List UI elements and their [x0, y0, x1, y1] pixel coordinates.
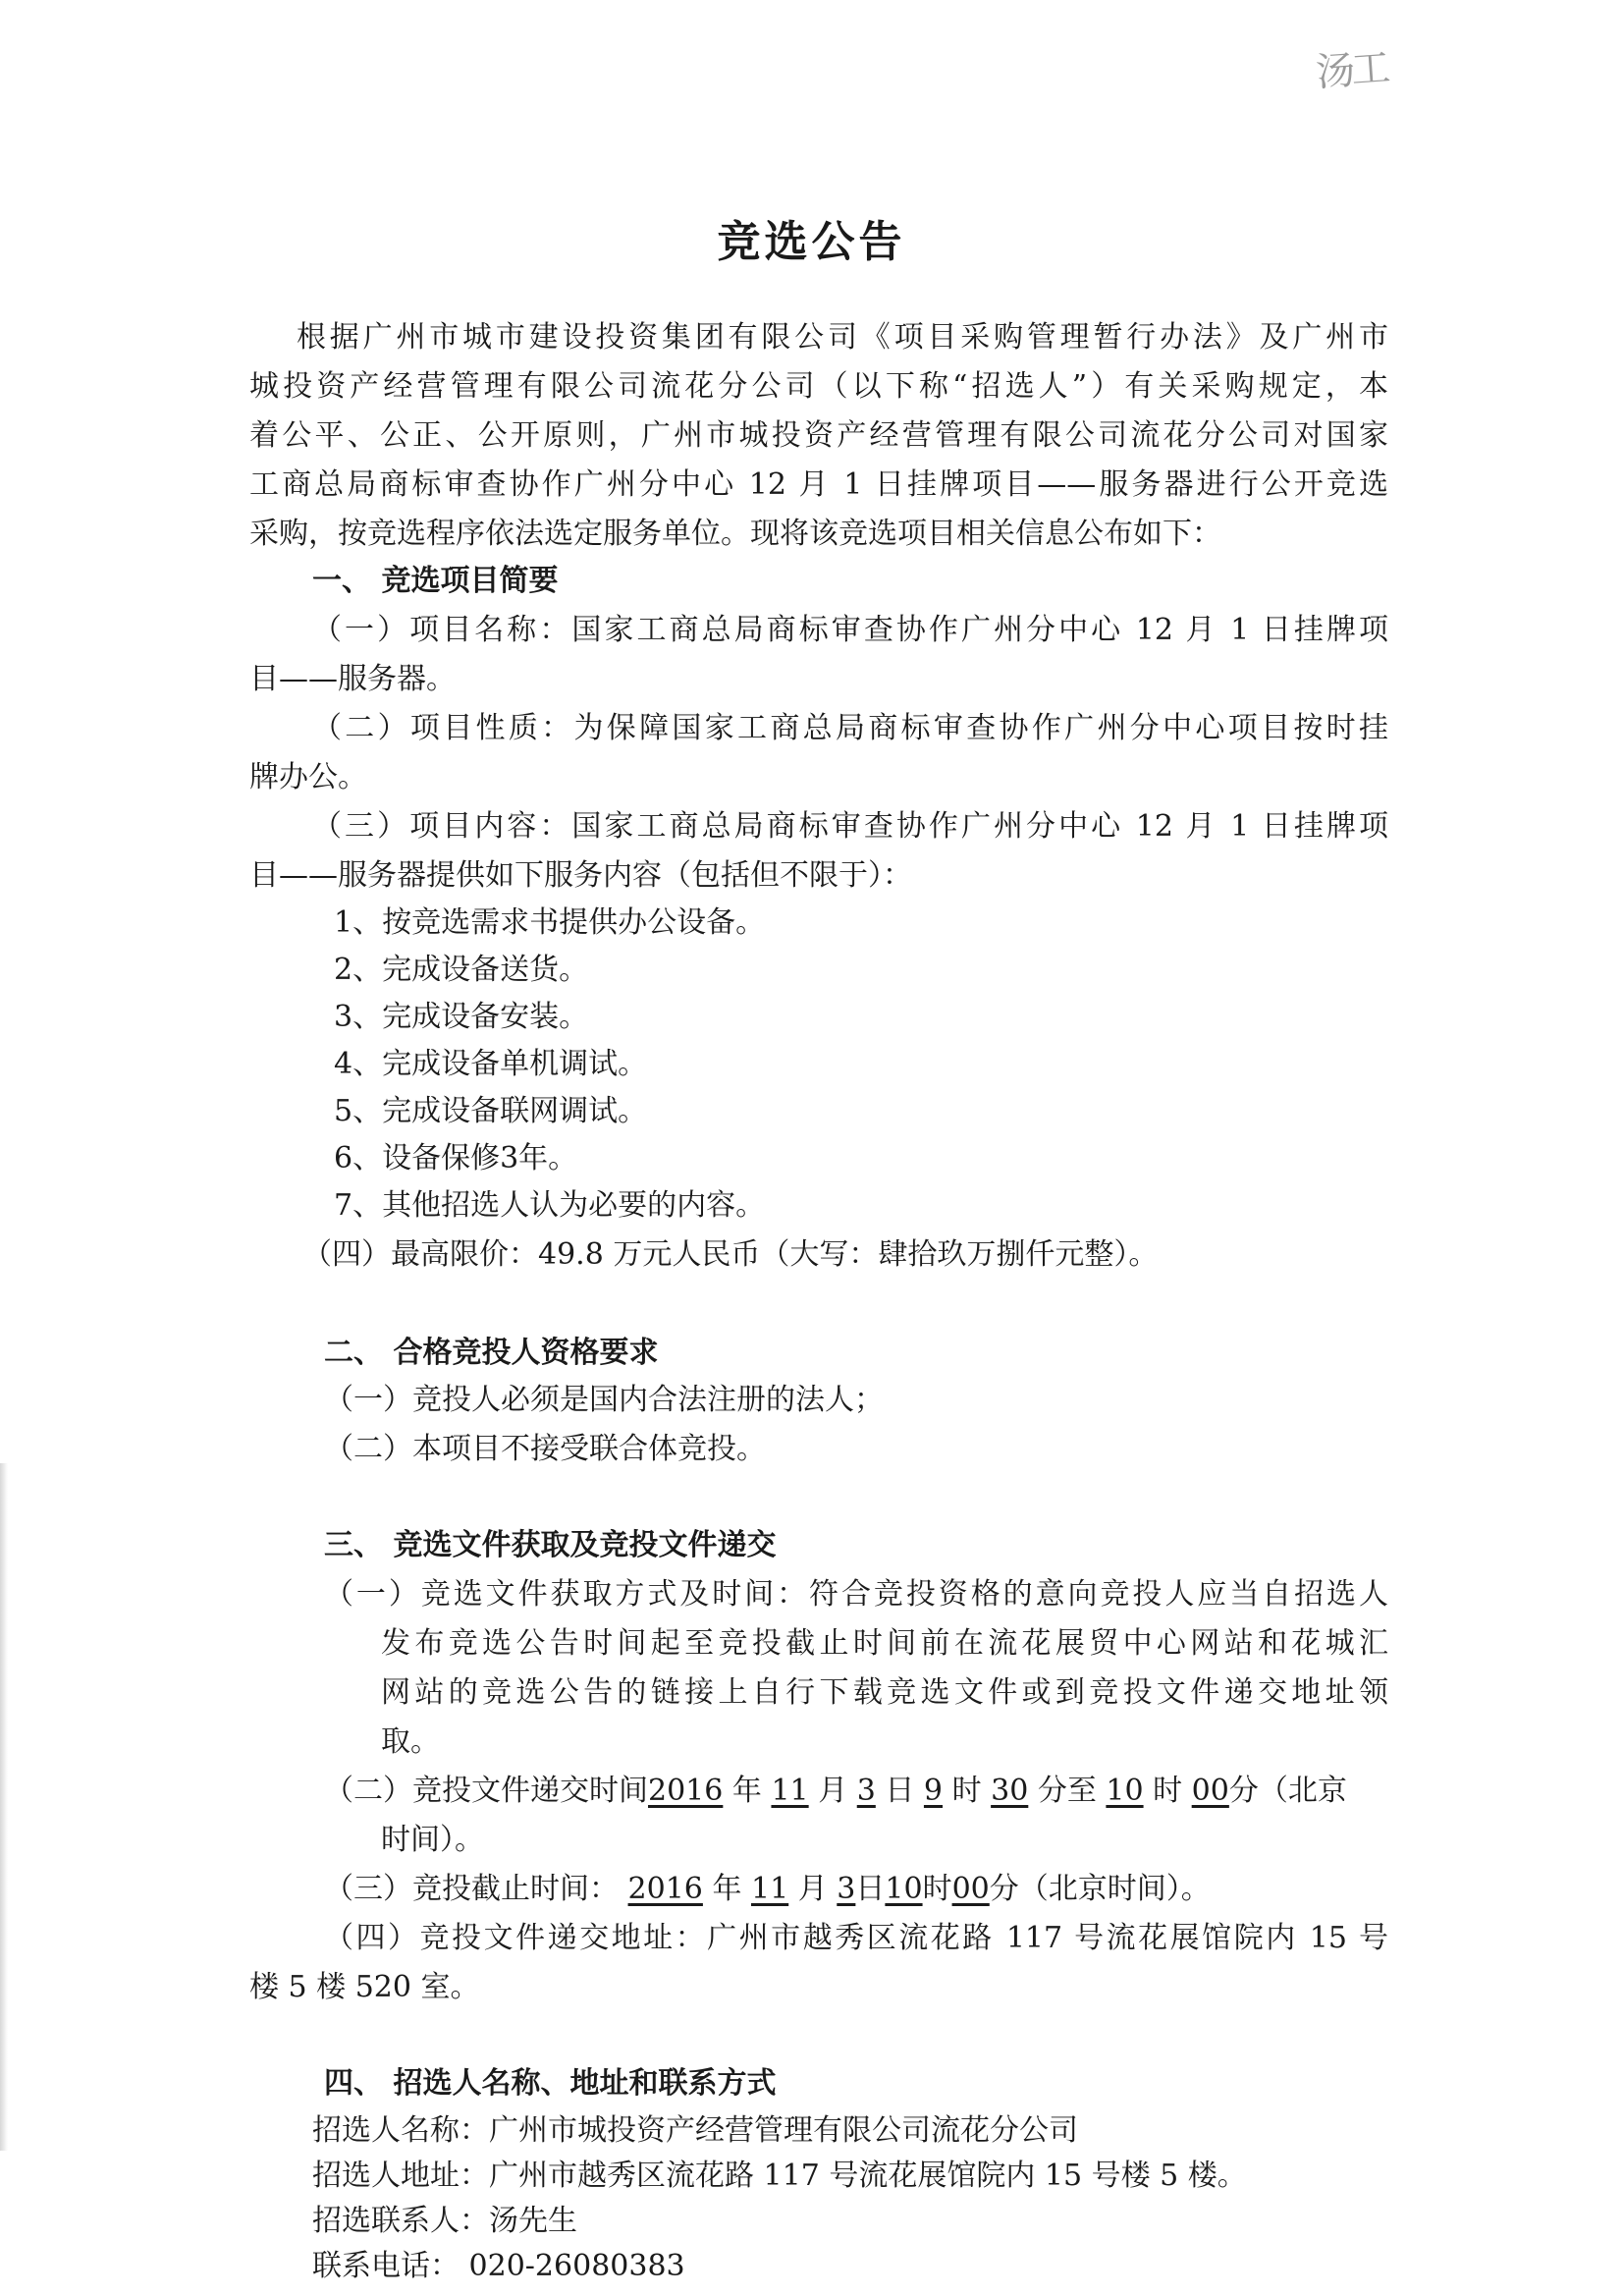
- submit-time-suffix: 分（北京: [1228, 1774, 1347, 1808]
- list-item: 6、设备保修3年。: [334, 1141, 578, 1175]
- intro-line: 城投资产经营管理有限公司流花分公司（以下称“招选人”）有关采购规定，本: [249, 369, 1388, 404]
- submit-start-hour: 9: [923, 1774, 944, 1808]
- unit-hour: 时: [1153, 1774, 1183, 1808]
- list-item: 4、完成设备单机调试。: [334, 1047, 648, 1081]
- qualification-item: （二）本项目不接受联合体竞投。: [324, 1432, 766, 1466]
- max-price: （四）最高限价：49.8 万元人民币（大写：肆拾玖万捌仟元整）。: [302, 1237, 1159, 1272]
- section-heading-1: 一、 竞选项目简要: [312, 564, 559, 598]
- scan-edge-shadow: [0, 1463, 8, 2151]
- intro-line: 采购，按竞选程序依法选定服务单位。现将该竞选项目相关信息公布如下：: [249, 517, 1221, 551]
- unit-year: 年: [712, 1872, 742, 1906]
- unit-day: 日: [855, 1872, 886, 1906]
- intro-line: 着公平、公正、公开原则，广州市城投资产经营管理有限公司流花分公司对国家: [249, 418, 1388, 453]
- project-name-line: 目——服务器。: [249, 662, 456, 696]
- section-heading-4: 四、 招选人名称、地址和联系方式: [324, 2066, 777, 2101]
- project-content-line: 目——服务器提供如下服务内容（包括但不限于）：: [249, 858, 912, 893]
- list-item: 5、完成设备联网调试。: [334, 1094, 648, 1128]
- contact-line: 招选联系人：汤先生: [312, 2204, 577, 2238]
- project-content-line: （三）项目内容：国家工商总局商标审查协作广州分中心 12 月 1 日挂牌项: [312, 809, 1388, 844]
- submit-month: 11: [771, 1774, 809, 1808]
- page-title: 竞选公告: [717, 217, 906, 267]
- deadline-month: 11: [751, 1872, 789, 1906]
- list-item: 2、完成设备送货。: [334, 953, 589, 987]
- list-item: 7、其他招选人认为必要的内容。: [334, 1188, 766, 1223]
- list-item: 3、完成设备安装。: [334, 1000, 589, 1034]
- project-nature-line: 牌办公。: [249, 760, 367, 794]
- obtain-line: 发布竞选公告时间起至竞投截止时间前在流花展贸中心网站和花城汇: [381, 1626, 1388, 1661]
- section-heading-3: 三、 竞选文件获取及竞投文件递交: [324, 1528, 777, 1562]
- section-heading-2: 二、 合格竞投人资格要求: [324, 1336, 659, 1370]
- deadline-hour: 10: [885, 1872, 923, 1906]
- contact-line: 招选人名称：广州市城投资产经营管理有限公司流花分公司: [312, 2113, 1078, 2148]
- submit-day: 3: [856, 1774, 876, 1808]
- submit-end-minute: 00: [1191, 1774, 1229, 1808]
- submit-end-hour: 10: [1106, 1774, 1144, 1808]
- obtain-line: （一）竞选文件获取方式及时间：符合竞投资格的意向竞投人应当自招选人: [324, 1577, 1388, 1612]
- deadline-suffix: 分（北京时间）。: [989, 1872, 1211, 1906]
- submit-address-line: 楼 5 楼 520 室。: [249, 1970, 480, 2004]
- obtain-line: 网站的竞选公告的链接上自行下载竞选文件或到竞投文件递交地址领: [381, 1675, 1388, 1710]
- handwritten-note: 汤工: [1314, 45, 1388, 96]
- project-nature-line: （二）项目性质：为保障国家工商总局商标审查协作广州分中心项目按时挂: [312, 711, 1388, 745]
- deadline-line: [324, 1872, 1211, 1907]
- deadline-minute: 00: [951, 1872, 990, 1906]
- project-name-line: （一）项目名称：国家工商总局商标审查协作广州分中心 12 月 1 日挂牌项: [312, 613, 1388, 647]
- intro-line: 工商总局商标审查协作广州分中心 12 月 1 日挂牌项目——服务器进行公开竞选: [249, 467, 1388, 502]
- deadline-year: 2016: [627, 1872, 703, 1906]
- submit-year: 2016: [648, 1774, 724, 1808]
- intro-line: 根据广州市城市建设投资集团有限公司《项目采购管理暂行办法》及广州市: [297, 320, 1388, 355]
- unit-year: 年: [731, 1774, 762, 1808]
- submit-address-line: （四）竞投文件递交地址：广州市越秀区流花路 117 号流花展馆院内 15 号: [324, 1921, 1388, 1955]
- unit-month: 月: [818, 1774, 848, 1808]
- unit-minute-to: 分至: [1037, 1774, 1097, 1808]
- contact-line: 招选人地址：广州市越秀区流花路 117 号流花展馆院内 15 号楼 5 楼。: [312, 2159, 1247, 2193]
- qualification-item: （一）竞投人必须是国内合法注册的法人；: [324, 1383, 884, 1417]
- unit-month: 月: [797, 1872, 828, 1906]
- deadline-label: （三）竞投截止时间：: [324, 1872, 619, 1906]
- submit-time-line: [324, 1774, 1347, 1809]
- submit-time-line: 时间）。: [381, 1823, 484, 1857]
- submit-time-label: （二）竞投文件递交时间: [324, 1774, 648, 1808]
- unit-hour: 时: [951, 1774, 982, 1808]
- obtain-line: 取。: [381, 1724, 440, 1759]
- contact-line: 联系电话： 020-26080383: [312, 2249, 685, 2283]
- unit-day: 日: [885, 1774, 915, 1808]
- unit-hour: 时: [922, 1872, 952, 1906]
- list-item: 1、按竞选需求书提供办公设备。: [334, 905, 766, 940]
- deadline-day: 3: [837, 1872, 856, 1906]
- submit-start-minute: 30: [991, 1774, 1029, 1808]
